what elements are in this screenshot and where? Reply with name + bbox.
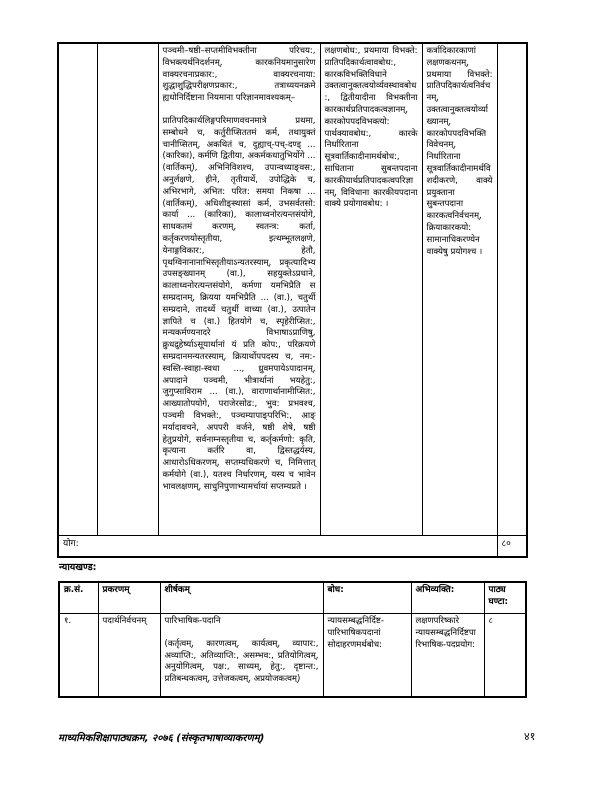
row1-bodha: न्यायसम्बद्धनिर्दिष्ट- पारिभाषिकपदानां सोदाहरणमर्थबोध: [323,614,411,698]
hours-cell-empty [497,43,527,536]
section-heading-nyayakhanda: न्यायखण्ड: [59,562,97,573]
row1-shirshakam-cell [160,614,323,698]
total-row [58,536,527,558]
nyaya-khanda-table [58,581,527,698]
footer-title: माध्यमिकशिक्षापाठ्यक्रम, २०७६ (संस्कृतभाषाव्याकरणम्) [58,733,265,744]
col-header-bodha: बोध: [323,582,411,614]
col-header-serial-number: क्र.सं. [59,582,98,614]
row1-hours: ८ [484,614,526,698]
syllabus-sutra-list: प्रातिपदिकार्थलिङ्गपरिमाणवचनमात्रे प्रथमा, सम्बोधने च, कर्तुरीप्सिततमं कर्म, तथायुक्तं चानीप्सितम्, अकथितं च, दुह्याच्-पच्-दण्ड् ... (कारिका), कर्मणि द्वितीया, अकर्मकधातुभिर्योगे ... (वार्तिकम्), अभिनिविशश्च, उपान्वध्याङ्वस:, अनुर्लक्षणे, हीने, तृतीयार्थे, उपोद्धिके च, अभिरभागे, अभित: परित: समया निकषा ... (वार्तिकम्), अधिशीङ्स्थासां कर्म, उभसर्वतसो: कार्या ... (कारिका), कालाध्वनोरत्यन्तसंयोगे, साधकतमं करणम्, स्वतन्त्र: कर्ता, कर्तृकरणयोस्तृतीया, इत्थम्भूतलक्षणे, येनाङ्गविकार:, हेतौ, पृथग्विनानानाभिस्तृतीयाऽन्यतरस्याम्, प्रकृत्यादिभ्य उपसङ्ख्यानम् (वा.), सहयुक्तेऽप्रधाने, कालाध्वनोरत्यन्तसंयोगे, कर्मणा यमभिप्रैति स सम्प्रदानम्, क्रियया यमभिप्रैति ... (वा.), चतुर्थी सम्प्रदाने, तादर्थ्ये चतुर्थी वाच्या (वा.), उत्पातेन ज्ञापिते च (वा.) हितयोगे च, स्पृहेरीप्सित:, मन्यकर्मण्यनादरे विभाषाऽप्राणिषु, क्रुधद्रुहेर्ष्याऽसूयार्थानां यं प्रति कोप:, परिक्रयणे सम्प्रदानमन्यतरस्याम्, क्रियार्थोपपदस्य च, नम:-स्वस्ति-स्वाहा-स्वधा ..., ध्रुवमपायेऽपादानम्, अपादाने पञ्चमी, भीत्रार्थानां भयहेतु:, जुगुप्साविराम ... (वा.), वाराणार्थानामीप्सित:, आख्यातोपयोगे, पराजेरसोढ:, भुव: प्रभवश्च, पञ्चमी विभक्ते:, पञ्चम्यापाङ्परिभि:, आङ् मर्यादावचने, अपपरी वर्जने, षष्ठी शेषे, षष्ठी हेतुप्रयोगे, सर्वनाम्नस्तृतीया च, कर्तृकर्मणो: कृति, कृत्याना कर्तरि वा, द्विस्तद्धर्यस्य, आधारोऽधिकरणम्, सप्तम्यधिकरणे च, निमित्तात् कर्मयोगे (वा.), यतश्च निर्धारणम्, यस्य च भावेन भावलक्षणम्, साधुनिपुणाभ्यामर्चायां सप्तम्यप्रते । [162,115,316,492]
syllabus-intro-text: पञ्चमी–षष्ठी–सप्तमीविभक्तीना परिचय:, विभक्त्यर्थनिदर्शनम्, कारकनियमानुसारेण वाक्यरचनाप्रकार:, वाक्यरचनाया: शुद्धाशुद्धिपरीक्षणप्रकार:, तत्राध्ययनक्रमे ह्यधोनिर्दिष्टाना नियमाना परिज्ञानमावश्यकम्– [162,46,316,104]
row1-serial-number: १. [59,614,98,698]
col-header-shirshakam: शीर्षकम् [160,582,323,614]
prakaranam-cell-empty [97,43,158,536]
nyaya-table-header-row [59,582,526,614]
row1-prakaranam: पदार्थनिर्वचनम् [98,614,160,698]
sn-cell-empty [58,43,97,536]
col-header-abhivyakti: अभिव्यक्ति: [411,582,484,614]
total-hours: ८० [497,536,527,558]
col-header-prakaranam: प्रकरणम् [98,582,160,614]
row1-title: पारिभाषिक-पदानि [164,616,221,626]
row1-abhivyakti: लक्षणपरिष्कारे न्यायसम्बद्धनिर्दिष्टपारिभाषिक-पदप्रयोग: [411,614,484,698]
abhivyakti-cell [422,43,497,536]
syllabus-content-row [58,43,527,536]
karaka-vibhakti-syllabus-table [57,42,528,558]
abhivyakti-text: कर्त्रादिकारकाणां लक्षणकथनम्, प्रथमाया विभक्ते: प्रातिपदिकार्थत्वनिर्वचनम्, उक्तत्वानुक्तत्वयोर्व्याख्यानम्, कारकोपपदविभक्तिविवेचनम्, निर्धारिताना सूत्रवार्तिकादीनामर्थविशदीकरणे, वाक्ये प्रयुक्ताना सुबन्तपदाना कारकत्वनिर्वचनम्, क्रियाकारकयो: सामानाधिकरण्येन वाक्येषु प्रयोगश्च । [426,46,493,257]
syllabus-content-cell [158,43,320,536]
bodha-cell [320,43,422,536]
total-label: योग: [58,536,497,558]
footer-page-number: ४१ [524,730,536,743]
col-header-teaching-hours: पाठ्य घण्टा: [484,582,526,614]
row1-term-list: (कर्तृत्वम्, कारणत्वम्, कार्यत्वम्, व्यापार:, अव्याप्ति:, अतिव्याप्ति:, असम्भव:, प्रतियोगित्वम्, अनुयोगित्वम्, पक्ष:, साध्यम्, हेतु:, दृष्टान्त:, प्रतिबन्धकत्वम्, उत्तेजकत्वम्, अप्रयोजकत्वम्) [164,638,319,685]
nyaya-table-row-1 [59,614,526,698]
bodha-text: लक्षणबोध:, प्रथमाया विभक्ते: प्रातिपदिकार्थत्वावबोध:, कारकविभक्तिविधाने उक्तत्वानुक्तत्वयोर्व्यवस्थावबोध:, द्वितीयादीना विभक्तीना कारकार्थप्रतिपादकत्वज्ञानम्, कारकोपपदविभक्त्यो: पार्थक्यावबोध:, कारके निर्धारिताना सूत्रवार्तिकादीनामर्थबोध:, साधिताना सुबन्तपदाना कारकीयार्थप्रतिपादकत्वपरिज्ञानम्, विविधाना कारकीयपदाना वाक्ये प्रयोगावबोध: । [324,46,418,210]
